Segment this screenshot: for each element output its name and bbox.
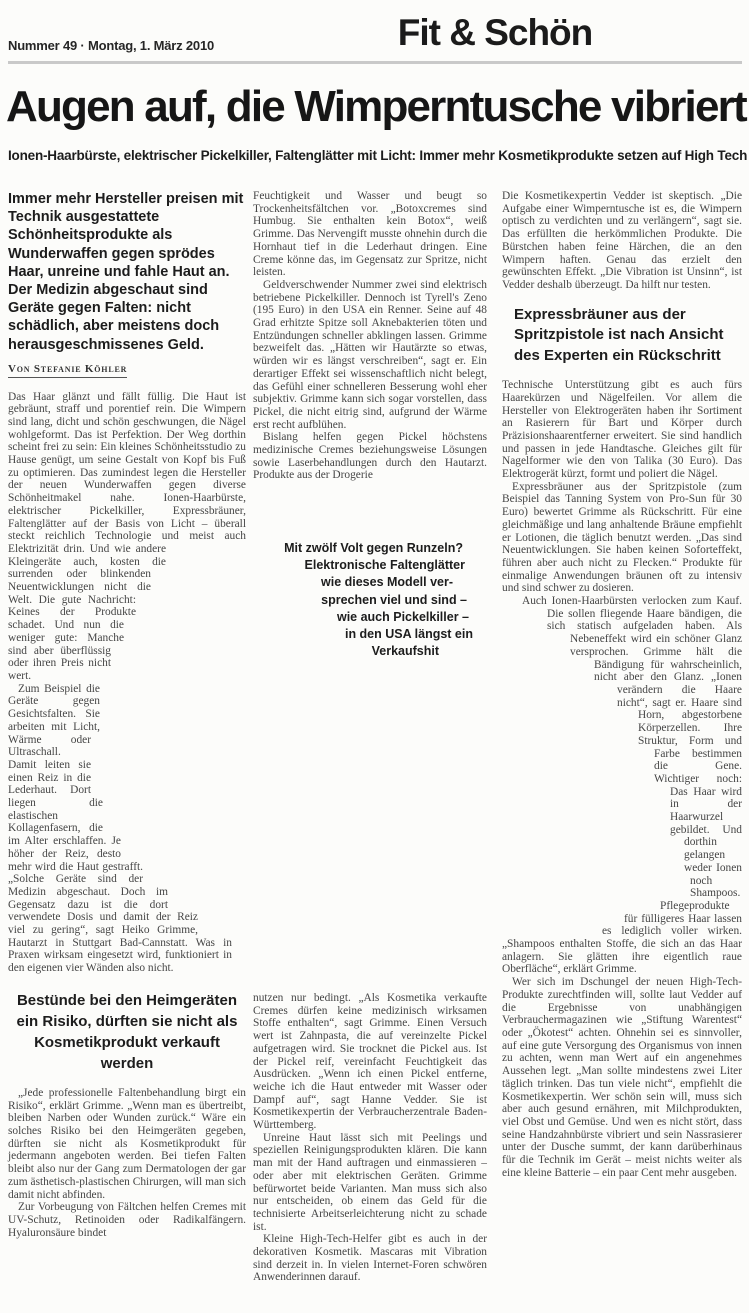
image-wrap-spacer [124,621,246,647]
image-wrap-spacer [232,929,246,955]
column-2-upper [253,190,487,482]
image-wrap-spacer [502,923,602,936]
caption-line: Mit zwölf Volt gegen Runzeln? [284,541,463,555]
image-wrap-spacer [502,595,522,620]
image-wrap-spacer [166,543,246,569]
column-3 [502,190,742,1179]
article-paragraph: Geldverschwender Nummer zwei sind elektrisch betriebene Pickelkiller. Dennoch ist Tyrell's Zeno (195 Euro) in den USA ein Renner. Seine auf 48 Grad erhitzte Spitze soll Aknebakterien töten und Entzündungen schneller abklingen lassen. Grimme bezweifelt das. „Hätten wir Hautärzte so etwas, würden wir es längst verschreiben“, sagt er. Ein derartiger Effekt sei wissenschaftlich nicht belegt, das Gefühl einer schnelleren Besserung wohl eher subjektiv. Grimme kann sich sogar vorstellen, dass Pickel, die nicht eitrig sind, aufgrund der Wärme erst recht aufblühen. [253,278,487,431]
image-wrap-spacer [143,851,246,877]
image-wrap-spacer [168,877,246,903]
caption-line: in den USA längst ein [344,627,473,642]
article-paragraph: Zur Vorbeugung von Fältchen helfen Cremes mit UV-Schutz, Retinoiden oder Radikalfängern. Hyaluronsäure bindet [8,1201,246,1239]
column-2-lower [253,992,487,1284]
section-title: Fit & Schön [397,12,593,53]
image-wrap-spacer [111,647,246,685]
image-wrap-spacer [198,903,246,929]
article-paragraph: nutzen nur bedingt. „Als Kosmetika verkaufte Cremes dürfen keine medizinisch wirksamen Stoffe enthalten“, sagt Grimme. Einen Versuch wert ist Zahnpasta, die auf vereinzelte Pickel aufgetragen wird. Sie trocknet die Pickel aus. Ist der Pickel reif, vereinfacht Feuchtigkeit das Ausdrücken. „Wenn ich einen Pickel entferne, weiche ich die Haut entweder mit Wasser oder Dampf auf“, sagt Hanne Vedder. Sie ist Kosmetikexpertin der Verbraucherzentrale Baden-Württemberg. [253,992,487,1132]
article-paragraph: „Jede professionelle Faltenbehandlung birgt ein Risiko“, erklärt Grimme. „Wenn man es übertreibt, bleiben Narben oder Wunden zurück.“ Wäre ein solches Risiko bei den Heimgeräten gegeben, dürften sie nicht als Kosmetikprodukt für jedermann angeboten werden. Bei tiefen Falten bleibt also nur der Gang zum Dermatologen der gar zum ästhetisch-plastischen Chirurgen, will man sich damit nicht abfinden. [8,1086,246,1201]
caption-line: wie dieses Modell ver- [321,575,453,590]
article-paragraph: Wer sich im Dschungel der neuen High-Tech-Produkte zurechtfinden will, sollte laut Vedder auf die Ergebnisse von unabhängigen Verbrauchermagazinen wie „Stiftung Warentest“ oder „Ökotest“ achten. Ohnehin sei es sinnvoller, auf eine gute Versorgung des Organismus von innen zu achten, wenn man Wert auf ein angenehmes Aussehen legt. „Man sollte mindestens zwei Liter täglich trinken. Das tun viele nicht“, empfiehlt die Kosmetikexpertin. Wer schön sein will, muss sich aber auch gesund ernähren, mit Milchprodukten, viel Obst und Gemüse. Und wen es nicht stört, dass seine Handzahnbürste vibriert und sein Nassrasierer unter der Dusche summt, der kann darüberhinaus für die Technik im Gerät – meist nichts weiter als eine kleine Batterie – ein paar Cent mehr ausgeben. [502,976,742,1179]
image-wrap-spacer [502,758,654,796]
image-wrap-spacer [151,569,246,595]
article-kicker: Ionen-Haarbürste, elektrischer Pickelkiller, Faltenglätter mit Licht: Immer mehr Kosmetikprodukte setzen auf High Tech [8,148,748,163]
image-wrap-spacer [502,796,670,846]
image-wrap-spacer [502,620,547,645]
image-wrap-spacer [121,825,246,851]
article-paragraph [8,391,246,683]
image-wrap-spacer [91,735,246,787]
column-1 [8,190,246,1239]
image-caption [253,540,483,660]
caption-line: wie auch Pickelkiller – [336,609,469,624]
caption-line: Verkaufshit [371,644,439,659]
image-wrap-spacer [502,695,617,720]
paragraph-text: Und wie andere Kleingeräte auch, kosten die surrenden oder blinkenden Neuentwicklungen nicht die Welt. Die gute Nachricht: Keines der Produkte schadet. Und nun die weniger gute: Manche sind aber überflüssig oder ihren Preis nicht wert. [8,542,166,682]
article-paragraph: Kleine High-Tech-Helfer gibt es auch in der dekorativen Kosmetik. Mascaras mit Vibration sind derzeit in. In vielen Internet-Foren schwören Anwenderinnen darauf. [253,1233,487,1284]
article-paragraph: Technische Unterstützung gibt es auch fürs Haarekürzen und Nägelfeilen. Vor allem die Hersteller von Elektrogeräten haben ihr Sortiment an Rasierern für Bart und Körper durch Präzisionshaarentferner erweitert. Sie sind handlich und passen in jede Handtasche. Gleiches gilt für Nagelformer wie den von Talika (30 Euro). Das Elektrogerät kürzt, formt und poliert die Nägel. [502,379,742,481]
image-wrap-spacer [100,685,246,735]
image-wrap-spacer [502,846,684,884]
image-wrap-spacer [502,645,570,670]
article-paragraph [502,595,742,976]
header-rule [8,61,742,64]
image-wrap-spacer [502,720,638,758]
image-wrap-spacer [136,595,246,621]
article-paragraph: Bislang helfen gegen Pickel höchstens medizinische Cremes beziehungsweise Lösungen sowie Laserbehandlungen durch den Hautarzt. Produkte aus der Drogerie [253,431,487,482]
image-wrap-spacer [502,897,660,910]
paragraph-text: Auch Ionen-Haarbürsten verlocken zum Kauf. Die sollen fliegende Haare bändigen, die sich statisch aufgeladen haben. Als Nebeneffekt wird ein schöner Glanz versprochen. Grimme hält die Bändigung für wahrscheinlich, nicht aber den Glanz. „Ionen verändern die Haare nicht“, sagt er. Haare sind Horn, abgestorbene Körperzellen. Ihre Struktur, Form und Farbe bestimmen die Gene. Wichtiger noch: Das Haar wird in der Haarwurzel gebildet. Und dorthin gelangen weder Ionen noch Shampoos. Pflegeprodukte für fülligeres Haar lassen es lediglich voller wirken. „Shampoos enthalten Stoffe, die sich an das Haar anlagern. Sie glätten ihre eigentlich raue Oberfläche“, erklärt Grimme. [502,595,742,976]
caption-line: sprechen viel und sind – [321,592,467,607]
crosshead-col3: Expressbräuner aus der Spritzpistole ist nach Ansicht des Experten ein Rückschritt [514,305,724,364]
byline: Von Stefanie Köhler [8,363,127,378]
article-paragraph: Zum Beispiel die Geräte gegen Gesichtsfalten. Sie arbeiten mit Licht, Wärme oder Ultraschall. Damit leiten sie einen Reiz in die Lederhaut. Dort liegen die elastischen Kollagenfasern, die im Alter erschlaffen. Je höher der Reiz, desto mehr wird die Haut gestrafft. „Solche Geräte sind der Medizin abgeschaut. Doch im Gegensatz dazu ist die dort verwendete Dosis und damit der Reiz viel zu gering“, sagt Heiko Grimme, Hautarzt in Stuttgart Bad-Cannstatt. Was in Praxen wirksam eingesetzt wird, funktioniert in den eigenen vier Wänden also nicht. [8,682,232,975]
lead-paragraph: Immer mehr Hersteller preisen mit Technik ausgestattete Schönheitsprodukte als Wunderwaffen gegen sprödes Haar, unreine und fahle Haut an. Der Medizin abgeschaut sind Geräte gegen Falten: nicht schädlich, aber meistens doch herausgeschmissenes Geld. [8,191,244,353]
article-paragraph: Expressbräuner aus der Spritzpistole (zum Beispiel das Tanning System von Pro-Sun für 30 Euro) bewertet Grimme als Rückschritt. Für eine gleichmäßige und lang anhaltende Bräune empfiehlt er Lotionen, die täglich benutzt werden. „Das sind Neuentwicklungen. Sie haben keinen Soforteffekt, führen aber auch nicht zu Flecken.“ Produkte für einmalige Anwendungen bräunen oft zu intensiv und sind schwer zu dosieren. [502,480,742,595]
article-headline: Augen auf, die Wimperntusche vibriert [6,82,746,131]
article-paragraph: Feuchtigkeit und Wasser und beugt so Trockenheitsfältchen vor. „Botoxcremes sind Humbug. Sie enthalten kein Botox“, weiß Grimme. Das Nervengift musste ohnehin durch die Hornhaut tief in die Lederhaut dringen. Eine Creme könne das, im Gegensatz zur Spritze, nicht leisten. [253,190,487,279]
issue-date: Nummer 49 · Montag, 1. März 2010 [8,38,214,53]
crosshead-col1: Bestünde bei den Heimgeräten ein Risiko, dürften sie nicht als Kosmetikprodukt verkauft werden [16,991,238,1072]
image-wrap-spacer [502,884,690,897]
paragraph-text: Das Haar glänzt und fällt füllig. Die Haut ist gebräunt, straff und porentief rein. Die Wimpern sind lang, dicht und schön geschwungen, die Nägel wohlgeformt. Das ist Perfektion. Der Weg dorthin scheint frei zu sein: Ein kleines Schönheitsstudio zu Hause genügt, um seine Gestalt von Kopf bis Fuß zu optimieren. Das zumindest legen die Hersteller der neuen Wunderwaffen gegen diverse Schönheitmakel nahe. Ionen-Haarbürste, elektrischer Pickelkiller, Expressbräuner, Faltenglätter auf der Basis von Licht – überall steckt reichlich Technologie und meist auch Elektrizität drin. [8,390,246,555]
article-paragraph: Die Kosmetikexpertin Vedder ist skeptisch. „Die Aufgabe einer Wimperntusche ist es, die Wimpern optisch zu verdichten und zu verlängern“, sagt sie. Das erfüllten die herkömmlichen Produkte. Die Bürstchen haben feine Härchen, die an den Wimpern haften. Genau das erzielt den gewünschten Effekt. „Die Vibration ist Unsinn“, ist Vedder deshalb überzeugt. Da hilft nur testen. [502,190,742,291]
caption-line: Elektronische Faltenglätter [304,558,465,573]
image-wrap-spacer [103,787,246,825]
image-wrap-spacer [502,670,594,695]
image-wrap-spacer [502,910,624,923]
article-paragraph: Unreine Haut lässt sich mit Peelings und speziellen Reinigungsprodukten klären. Die kann man mit der Hand auftragen und einmassieren – oder aber mit elektrischen Geräten. Grimme befürwortet beide Varianten. Man muss sich also nur entscheiden, ob einem das Geld für die technisierte Arbeitserleichterung nicht zu schade ist. [253,1131,487,1233]
